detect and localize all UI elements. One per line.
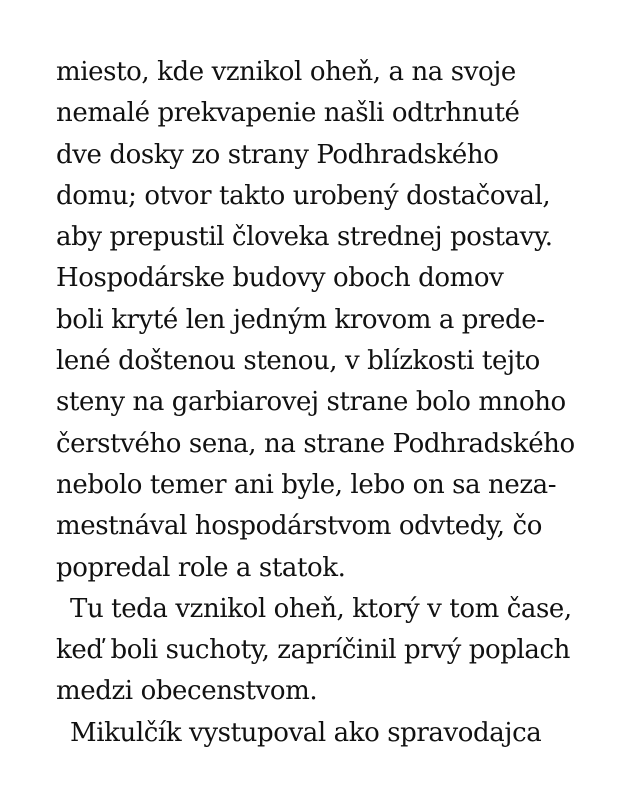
text-line: domu; otvor takto urobený dostačoval, [56, 180, 551, 211]
text-line: steny na garbiarovej strane bolo mnoho [56, 387, 566, 418]
text-line: boli kryté len jedným krovom a prede- [56, 304, 545, 335]
text-line: Hospodárske budovy oboch domov [56, 263, 504, 294]
text-line: dve dosky zo strany Podhradského [56, 139, 499, 170]
text-line: Tu teda vznikol oheň, ktorý v tom čase, [70, 593, 572, 624]
text-line: keď boli suchoty, zapríčinil prvý poplach [56, 635, 570, 666]
text-line: nebolo temer ani byle, lebo on sa neza- [56, 469, 557, 500]
paragraph-2 [56, 589, 596, 713]
text-line: medzi obecenstvom. [56, 676, 318, 707]
paragraph-1 [56, 52, 596, 589]
text-line: mestnával hospodárstvom odvtedy, čo [56, 511, 542, 542]
paragraph-3 [56, 713, 596, 754]
book-page [56, 52, 596, 754]
text-line: aby prepustil človeka strednej postavy. [56, 222, 553, 253]
text-line: nemalé prekvapenie našli odtrhnuté [56, 98, 520, 129]
text-line: popredal role a statok. [56, 552, 346, 583]
text-line: miesto, kde vznikol oheň, a na svoje [56, 57, 516, 87]
text-line: Mikulčík vystupoval ako spravodajca [70, 717, 542, 748]
text-line: lené doštenou stenou, v blízkosti tejto [56, 346, 540, 377]
text-line: čerstvého sena, na strane Podhradského [56, 428, 575, 459]
